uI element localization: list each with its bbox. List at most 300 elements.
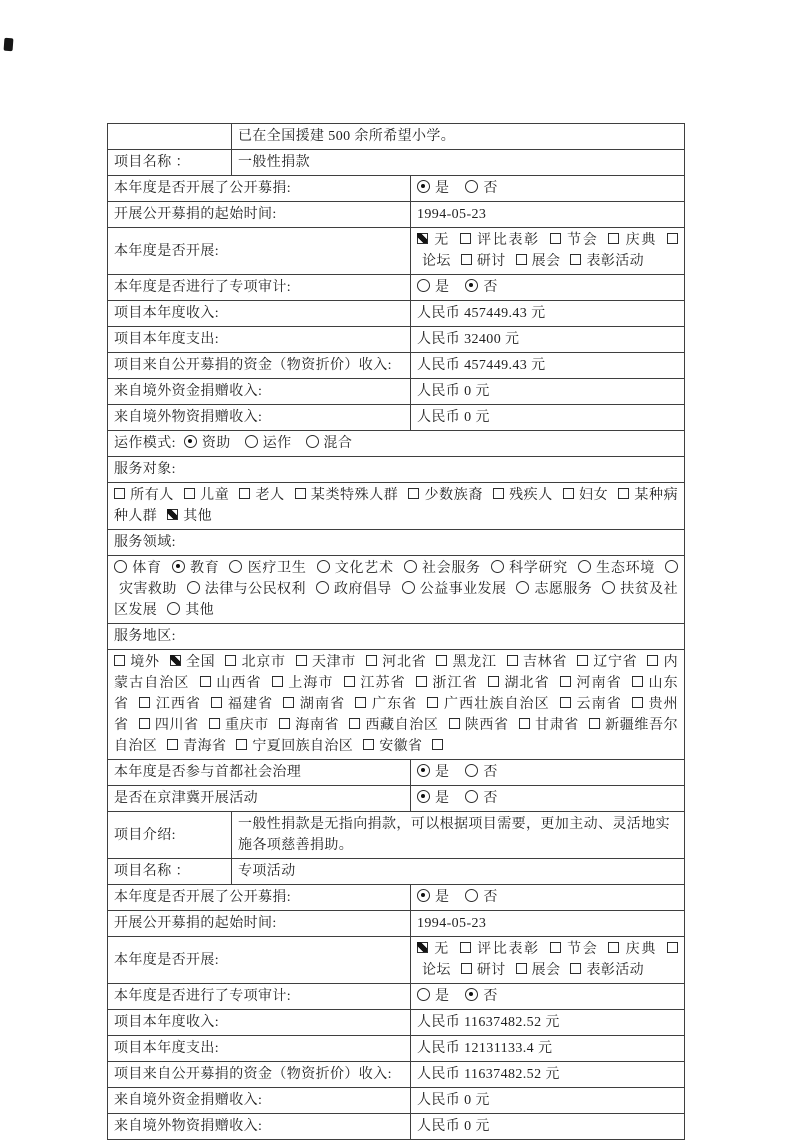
service-area-checkbox-option[interactable]	[363, 739, 422, 754]
radio-label: 灾害救助	[119, 582, 177, 597]
fundraising-start-label: 开展公开募捐的起始时间:	[108, 202, 411, 228]
checkbox-label: 节会	[565, 233, 599, 248]
checkbox-label: 儿童	[199, 488, 230, 503]
overseas-fund-income-label: 来自境外资金捐赠收入:	[108, 1088, 411, 1114]
activities-held-label: 本年度是否开展:	[108, 228, 411, 275]
checkbox-label: 江西省	[155, 697, 202, 712]
checkbox-icon	[519, 718, 530, 729]
special-audit-value	[411, 984, 685, 1010]
row-project1-annual-expense	[108, 327, 685, 353]
checkbox-icon	[296, 655, 307, 666]
checkbox-icon	[618, 488, 629, 499]
checkbox-icon	[589, 718, 600, 729]
activity-checkbox-option[interactable]	[460, 233, 540, 248]
checkbox-label: 西藏自治区	[365, 718, 439, 733]
row-project1-public-fund-income	[108, 353, 685, 379]
radio-yes[interactable]	[417, 791, 449, 806]
activity-checkbox-option[interactable]	[570, 254, 644, 269]
annual-expense-label: 项目本年度支出:	[108, 1036, 411, 1062]
checkbox-icon	[417, 233, 428, 244]
service-area-checkbox-option[interactable]	[114, 655, 160, 670]
checkbox-icon	[608, 942, 619, 953]
radio-label: 科学研究	[508, 561, 568, 576]
activity-checkbox-option[interactable]	[608, 942, 657, 957]
checkbox-label: 广西壮族自治区	[443, 697, 550, 712]
radio-label: 医疗卫生	[247, 561, 307, 576]
radio-yes-label: 是	[435, 765, 450, 780]
checkbox-icon	[632, 676, 643, 687]
checkbox-label: 某种病种人群	[114, 488, 678, 524]
row-service-target-header	[108, 457, 685, 483]
checkbox-label: 宁夏回族自治区	[252, 739, 354, 754]
checkbox-icon	[211, 697, 222, 708]
checkbox-label: 内蒙古自治区	[114, 655, 679, 691]
radio-label: 文化艺术	[334, 561, 394, 576]
service-area-checkbox-option[interactable]	[167, 739, 226, 754]
checkbox-label: 江苏省	[359, 676, 406, 691]
checkbox-icon	[507, 655, 518, 666]
service-area-checkbox-option[interactable]	[344, 676, 406, 691]
radio-no[interactable]	[465, 791, 497, 806]
public-fundraising-label: 本年度是否开展了公开募捐:	[108, 885, 411, 911]
service-area-checkbox-option[interactable]	[436, 655, 496, 670]
checkbox-icon	[577, 655, 588, 666]
checkbox-label: 山西省	[215, 676, 262, 691]
checkbox-icon	[114, 488, 125, 499]
checkbox-icon	[667, 942, 678, 953]
checkbox-icon	[427, 697, 438, 708]
activity-checkbox-option[interactable]	[461, 963, 506, 978]
radio-label: 教育	[189, 561, 220, 576]
service-area-label: 服务地区:	[108, 624, 685, 650]
service-target-checkbox-option[interactable]	[295, 488, 399, 503]
checkbox-icon	[408, 488, 419, 499]
service-area-checkbox-option[interactable]	[449, 718, 509, 733]
service-target-checkbox-option[interactable]	[184, 488, 229, 503]
overseas-fund-income-label: 来自境外资金捐赠收入:	[108, 379, 411, 405]
project2-activities-options	[411, 937, 685, 984]
checkbox-label: 天津市	[311, 655, 356, 670]
checkbox-label: 重庆市	[224, 718, 269, 733]
checkbox-label: 评比表彰	[475, 233, 540, 248]
service-area-checkbox-option[interactable]	[279, 718, 339, 733]
checkbox-label: 贵州省	[114, 697, 679, 733]
checkbox-label: 全国	[185, 655, 216, 670]
radio-yes[interactable]	[417, 280, 449, 295]
checkbox-icon	[239, 488, 250, 499]
checkbox-label: 四川省	[154, 718, 199, 733]
service-field-radio-option[interactable]	[229, 561, 306, 576]
row-prev-intro-continuation	[108, 124, 685, 150]
radio-yes-label: 是	[435, 280, 450, 295]
radio-no-icon	[465, 180, 478, 193]
checkbox-icon	[460, 942, 471, 953]
checkbox-label: 黑龙江	[452, 655, 497, 670]
activity-checkbox-option[interactable]	[461, 254, 506, 269]
row-project2-special-audit	[108, 984, 685, 1010]
row-project1-overseas-goods-income	[108, 405, 685, 431]
activity-checkbox-option[interactable]	[417, 942, 450, 957]
operation-mode-radio-option[interactable]	[184, 436, 231, 451]
service-area-checkbox-option[interactable]	[170, 655, 216, 670]
radio-label: 生态环境	[595, 561, 655, 576]
checkbox-label: 庆典	[624, 233, 658, 248]
radio-no[interactable]	[465, 181, 497, 196]
service-area-checkbox-option[interactable]	[225, 655, 285, 670]
service-area-checkbox-option[interactable]	[416, 676, 478, 691]
row-project1-annual-income	[108, 301, 685, 327]
checkbox-label: 湖北省	[503, 676, 550, 691]
service-area-checkbox-option[interactable]	[507, 655, 567, 670]
service-area-options	[108, 650, 685, 760]
row-project2-public-fund-income	[108, 1062, 685, 1088]
checkbox-icon	[363, 739, 374, 750]
service-area-checkbox-option[interactable]	[427, 697, 549, 712]
row-project1-name	[108, 150, 685, 176]
service-area-checkbox-option[interactable]	[236, 739, 353, 754]
checkbox-label: 无	[433, 942, 450, 957]
radio-icon	[602, 581, 615, 594]
service-area-checkbox-option[interactable]	[272, 676, 334, 691]
jingjinji-activity-label: 是否在京津冀开展活动	[108, 786, 411, 812]
service-field-radio-option[interactable]	[317, 561, 394, 576]
checkbox-label: 无	[433, 233, 450, 248]
special-audit-label: 本年度是否进行了专项审计:	[108, 275, 411, 301]
public-fundraising-value	[411, 176, 685, 202]
checkbox-icon	[461, 963, 472, 974]
radio-yes[interactable]	[417, 181, 449, 196]
radio-no[interactable]	[465, 280, 497, 295]
checkbox-label: 庆典	[624, 942, 658, 957]
checkbox-icon	[449, 718, 460, 729]
project1-fundraising-start-value: 1994-05-23	[411, 202, 685, 228]
radio-no[interactable]	[465, 765, 497, 780]
radio-no[interactable]	[465, 989, 497, 1004]
checkbox-label: 论坛	[422, 254, 451, 269]
annual-income-label: 项目本年度收入:	[108, 1010, 411, 1036]
row-project2-annual-income	[108, 1010, 685, 1036]
service-field-radio-option[interactable]	[402, 582, 507, 597]
checkbox-label: 老人	[255, 488, 285, 503]
radio-label: 混合	[323, 436, 353, 451]
radio-icon	[187, 581, 200, 594]
checkbox-label: 评比表彰	[475, 942, 540, 957]
row-service-area-header	[108, 624, 685, 650]
radio-yes-label: 是	[435, 989, 450, 1004]
checkbox-label: 所有人	[130, 488, 174, 503]
checkbox-label: 云南省	[575, 697, 622, 712]
checkbox-icon	[647, 655, 658, 666]
annual-income-label: 项目本年度收入:	[108, 301, 411, 327]
radio-yes-icon	[417, 279, 430, 292]
checkbox-label: 展会	[531, 254, 561, 269]
checkbox-icon	[667, 233, 678, 244]
operation-mode-radio-option[interactable]	[306, 436, 353, 451]
checkbox-label: 吉林省	[522, 655, 568, 670]
project2-annual-expense-value: 人民币 12131133.4 元	[411, 1036, 685, 1062]
activity-checkbox-option[interactable]	[516, 254, 561, 269]
radio-yes-label: 是	[435, 791, 450, 806]
checkbox-label: 论坛	[422, 963, 451, 978]
service-target-checkbox-option[interactable]	[493, 488, 553, 503]
service-area-checkbox-option[interactable]	[577, 655, 637, 670]
activity-checkbox-option[interactable]	[516, 963, 561, 978]
checkbox-icon	[283, 697, 294, 708]
radio-no-icon	[465, 279, 478, 292]
row-project1-activities	[108, 228, 685, 275]
checkbox-icon	[493, 488, 504, 499]
row-service-field-header	[108, 530, 685, 556]
service-area-checkbox-option[interactable]	[519, 718, 579, 733]
radio-yes-icon	[417, 889, 430, 902]
checkbox-label: 北京市	[241, 655, 286, 670]
checkbox-icon	[139, 718, 150, 729]
checkbox-icon	[516, 963, 527, 974]
service-area-checkbox-option[interactable]	[139, 718, 199, 733]
row-capital-governance	[108, 760, 685, 786]
service-area-checkbox-option[interactable]	[366, 655, 426, 670]
capital-governance-label: 本年度是否参与首都社会治理	[108, 760, 411, 786]
row-project2-annual-expense	[108, 1036, 685, 1062]
radio-no-label: 否	[483, 765, 498, 780]
radio-yes[interactable]	[417, 989, 449, 1004]
checkbox-label: 表彰活动	[586, 963, 645, 978]
service-target-options	[108, 483, 685, 530]
checkbox-icon	[550, 233, 561, 244]
checkbox-icon	[200, 676, 211, 687]
overseas-goods-income-label: 来自境外物资捐赠收入:	[108, 1114, 411, 1140]
checkbox-label: 境外	[130, 655, 160, 670]
checkbox-label: 湖南省	[299, 697, 346, 712]
annual-report-project-table	[107, 123, 685, 1140]
checkbox-icon	[167, 739, 178, 750]
project1-public-fund-income-value: 人民币 457449.43 元	[411, 353, 685, 379]
checkbox-icon	[295, 488, 306, 499]
row-project1-fundraising-start	[108, 202, 685, 228]
checkbox-icon	[366, 655, 377, 666]
public-fundraising-value	[411, 885, 685, 911]
row-jingjinji-activity	[108, 786, 685, 812]
row-project1-public-fundraising	[108, 176, 685, 202]
project-name-label: 项目名称 ：	[108, 859, 232, 885]
service-area-checkbox-option[interactable]	[349, 718, 438, 733]
radio-yes[interactable]	[417, 765, 449, 780]
operation-mode-radio-option[interactable]	[245, 436, 292, 451]
radio-icon	[404, 560, 417, 573]
checkbox-label: 少数族裔	[424, 488, 483, 503]
radio-no-icon	[465, 790, 478, 803]
service-target-checkbox-option[interactable]	[563, 488, 608, 503]
service-area-checkbox-option[interactable]	[355, 697, 417, 712]
checkbox-icon	[225, 655, 236, 666]
service-area-checkbox-option[interactable]	[283, 697, 345, 712]
radio-icon	[167, 602, 180, 615]
checkbox-icon	[170, 655, 181, 666]
radio-yes-label: 是	[435, 181, 450, 196]
service-target-checkbox-option[interactable]	[114, 488, 174, 503]
project1-overseas-fund-income-value: 人民币 0 元	[411, 379, 685, 405]
checkbox-icon	[349, 718, 360, 729]
checkbox-icon	[167, 509, 178, 520]
prev-intro-continuation-text: 已在全国援建 500 余所希望小学。	[232, 124, 685, 150]
project1-name-value: 一般性捐款	[232, 150, 685, 176]
service-field-radio-option[interactable]	[187, 582, 306, 597]
checkbox-icon	[570, 254, 581, 265]
row-operation-mode	[108, 431, 685, 457]
service-field-radio-option[interactable]	[578, 561, 655, 576]
service-area-checkbox-option[interactable]	[488, 676, 550, 691]
checkbox-label: 某类特殊人群	[310, 488, 399, 503]
row-service-area-options	[108, 650, 685, 760]
service-area-checkbox-option[interactable]	[296, 655, 356, 670]
service-target-label: 服务对象:	[108, 457, 685, 483]
project2-overseas-goods-income-value: 人民币 0 元	[411, 1114, 685, 1140]
checkbox-label: 表彰活动	[586, 254, 645, 269]
checkbox-label: 河北省	[382, 655, 427, 670]
project2-fundraising-start-value: 1994-05-23	[411, 911, 685, 937]
empty-cell	[108, 124, 232, 150]
service-field-radio-option[interactable]	[404, 561, 481, 576]
checkbox-label: 浙江省	[431, 676, 478, 691]
operation-mode-cell	[108, 431, 685, 457]
jingjinji-activity-value	[411, 786, 685, 812]
row-project2-activities	[108, 937, 685, 984]
service-field-label: 服务领域:	[108, 530, 685, 556]
radio-icon	[306, 435, 319, 448]
activity-checkbox-option[interactable]	[550, 233, 599, 248]
checkbox-icon	[560, 697, 571, 708]
operation-mode-options	[184, 436, 366, 451]
checkbox-label: 残疾人	[508, 488, 553, 503]
radio-no-icon	[465, 764, 478, 777]
checkbox-icon	[550, 942, 561, 953]
project2-name-value: 专项活动	[232, 859, 685, 885]
activity-checkbox-option[interactable]	[417, 233, 450, 248]
service-field-radio-option[interactable]	[491, 561, 568, 576]
radio-yes-icon	[417, 180, 430, 193]
row-project1-special-audit	[108, 275, 685, 301]
checkbox-icon	[488, 676, 499, 687]
radio-yes-icon	[417, 790, 430, 803]
checkbox-icon	[344, 676, 355, 687]
radio-yes[interactable]	[417, 890, 449, 905]
radio-icon	[316, 581, 329, 594]
radio-icon	[184, 435, 197, 448]
radio-no-label: 否	[483, 791, 498, 806]
checkbox-icon	[516, 254, 527, 265]
scan-ink-mark	[4, 38, 14, 52]
checkbox-label: 其他	[183, 509, 213, 524]
project2-public-fund-income-value: 人民币 11637482.52 元	[411, 1062, 685, 1088]
row-project2-overseas-fund-income	[108, 1088, 685, 1114]
service-field-radio-option[interactable]	[516, 582, 592, 597]
checkbox-icon	[460, 233, 471, 244]
service-area-checkbox-option[interactable]	[139, 697, 201, 712]
checkbox-label: 妇女	[578, 488, 609, 503]
radio-no-label: 否	[483, 280, 498, 295]
checkbox-label: 福建省	[227, 697, 274, 712]
checkbox-icon	[608, 233, 619, 244]
radio-no-label: 否	[483, 890, 498, 905]
radio-no-icon	[465, 988, 478, 1001]
service-field-radio-option[interactable]	[172, 561, 220, 576]
checkbox-label: 节会	[565, 942, 599, 957]
checkbox-icon	[416, 676, 427, 687]
checkbox-label: 河南省	[575, 676, 622, 691]
service-field-radio-option[interactable]	[114, 561, 162, 576]
checkbox-label: 青海省	[183, 739, 227, 754]
service-area-checkbox-option[interactable]	[209, 718, 269, 733]
checkbox-icon	[417, 942, 428, 953]
checkbox-icon	[432, 739, 443, 750]
checkbox-icon	[279, 718, 290, 729]
checkbox-label: 海南省	[294, 718, 340, 733]
checkbox-icon	[139, 697, 150, 708]
radio-icon	[578, 560, 591, 573]
radio-yes-icon	[417, 988, 430, 1001]
checkbox-icon	[184, 488, 195, 499]
radio-no[interactable]	[465, 890, 497, 905]
radio-label: 其他	[185, 603, 215, 618]
checkbox-icon	[436, 655, 447, 666]
service-area-checkbox-option[interactable]	[432, 739, 448, 754]
service-area-checkbox-option[interactable]	[560, 676, 622, 691]
checkbox-icon	[114, 655, 125, 666]
checkbox-label: 新疆维吾尔自治区	[114, 718, 679, 754]
capital-governance-value	[411, 760, 685, 786]
project1-annual-income-value: 人民币 457449.43 元	[411, 301, 685, 327]
service-target-checkbox-option[interactable]	[239, 488, 284, 503]
activity-checkbox-option[interactable]	[460, 942, 540, 957]
radio-icon	[491, 560, 504, 573]
checkbox-icon	[461, 254, 472, 265]
checkbox-label: 辽宁省	[593, 655, 638, 670]
service-field-radio-option[interactable]	[167, 603, 214, 618]
checkbox-label: 安徽省	[379, 739, 423, 754]
checkbox-label: 山东省	[114, 676, 679, 712]
radio-label: 运作	[262, 436, 292, 451]
service-field-radio-option[interactable]	[316, 582, 392, 597]
activity-checkbox-option[interactable]	[608, 233, 657, 248]
radio-label: 志愿服务	[534, 582, 593, 597]
checkbox-icon	[560, 676, 571, 687]
radio-icon	[665, 560, 678, 573]
activity-checkbox-option[interactable]	[570, 963, 644, 978]
radio-icon	[172, 560, 185, 573]
project1-intro-text: 一般性捐款是无指向捐款，可以根据项目需要，更加主动、灵活地实施各项慈善捐助。	[232, 812, 685, 859]
checkbox-label: 研讨	[476, 254, 506, 269]
row-project2-overseas-goods-income	[108, 1114, 685, 1140]
radio-label: 扶贫及社区发展	[114, 582, 678, 618]
service-area-checkbox-option[interactable]	[200, 676, 262, 691]
service-field-options	[108, 556, 685, 624]
project2-annual-income-value: 人民币 11637482.52 元	[411, 1010, 685, 1036]
radio-no-label: 否	[483, 989, 498, 1004]
service-target-checkbox-option[interactable]	[167, 509, 212, 524]
checkbox-label: 展会	[531, 963, 561, 978]
service-area-checkbox-option[interactable]	[560, 697, 622, 712]
service-target-checkbox-option[interactable]	[408, 488, 483, 503]
activity-checkbox-option[interactable]	[550, 942, 599, 957]
checkbox-label: 甘肃省	[534, 718, 579, 733]
checkbox-label: 研讨	[476, 963, 506, 978]
service-area-checkbox-option[interactable]	[211, 697, 273, 712]
checkbox-icon	[632, 697, 643, 708]
radio-label: 公益事业发展	[419, 582, 507, 597]
radio-label: 体育	[132, 561, 162, 576]
public-fundraising-label: 本年度是否开展了公开募捐:	[108, 176, 411, 202]
fundraising-start-label: 开展公开募捐的起始时间:	[108, 911, 411, 937]
